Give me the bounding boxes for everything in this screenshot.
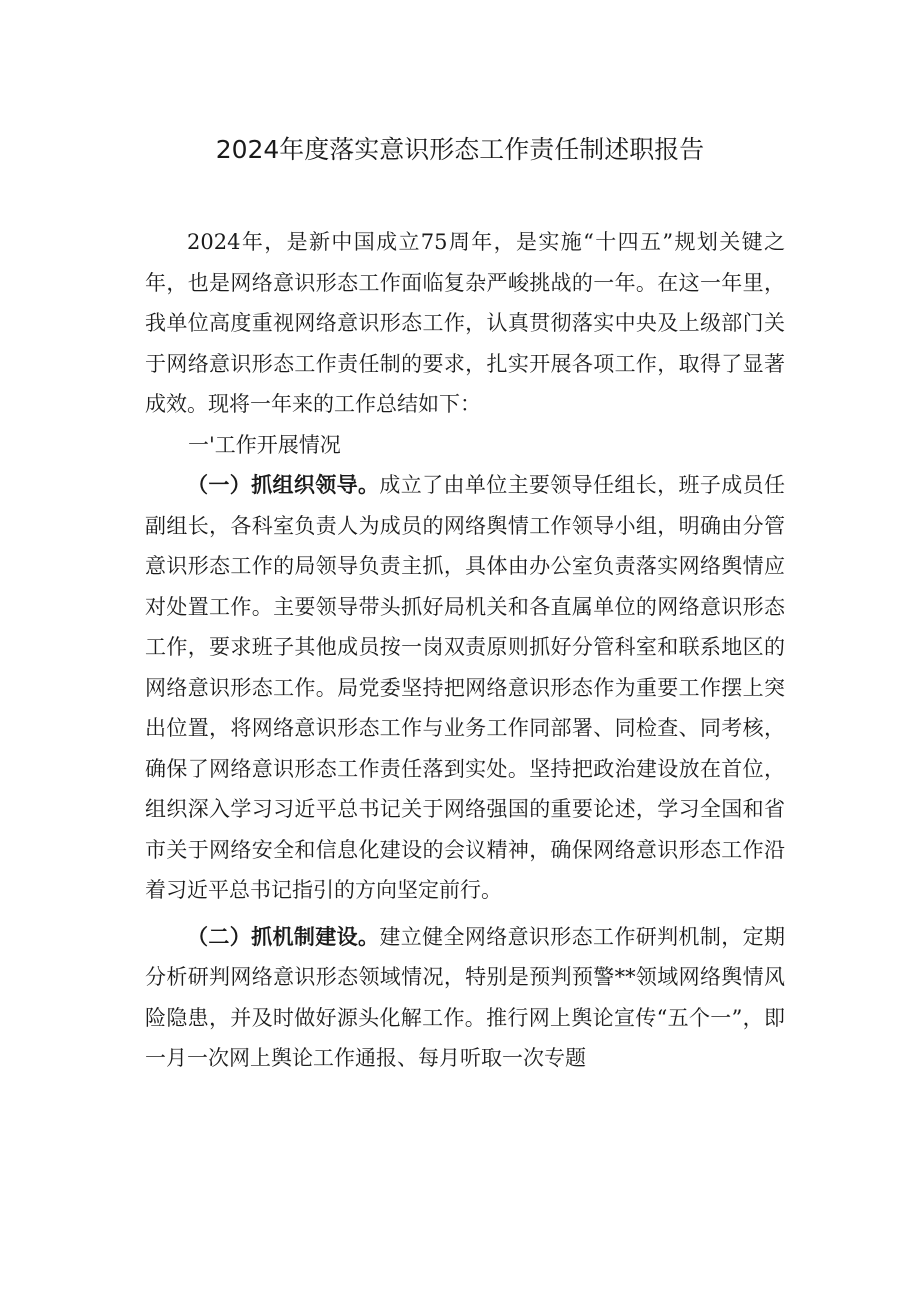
subsection-2-heading: （二）抓机制建设。 xyxy=(187,923,380,949)
document-title: 2024年度落实意识形态工作责任制述职报告 xyxy=(215,135,705,164)
subsection-1-text: 成立了由单位主要领导任组长，班子成员任副组长，各科室负责人为成员的网络舆情工作领导小组，明确由分管意识形态工作的局领导负责主抓，具体由办公室负责落实网络舆情应对处置工作。主要领导带头抓好局机关和各直属单位的网络意识形态工作，要求班子其他成员按一岗双责原则抓好分管科室和联系地区的网络意识形态工作。局党委坚持把网络意识形态作为重要工作摆上突出位置，将网络意识形态工作与业务工作同部署、同检查、同考核，确保了网络意识形态工作责任落到实处。坚持把政治建设放在首位，组织深入学习习近平总书记关于网络强国的重要论述，学习全国和省市关于网络安全和信息化建设的会议精神，确保网络意识形态工作沿着习近平总书记指引的方向坚定前行。 xyxy=(145,473,786,902)
section-heading: 一'工作开展情况 xyxy=(188,432,341,457)
subsection-1-heading: （一）抓组织领导。 xyxy=(187,472,380,497)
subsection-2-text: 建立健全网络意识形态工作研判机制，定期分析研判网络意识形态领域情况，特别是预判预警**领域网络舆情风险隐患，并及时做好源头化解工作。推行网上舆论宣传“五个一”，即一月一次网上舆论工作通报、每月听取一次专题 xyxy=(145,924,786,1070)
subsection-2-paragraph xyxy=(145,917,785,1079)
subsection-1-paragraph xyxy=(145,465,785,911)
intro-paragraph: 2024年，是新中国成立75周年，是实施“十四五”规划关键之年，也是网络意识形态工作面临复杂严峻挑战的一年。在这一年里，我单位高度重视网络意识形态工作，认真贯彻落实中央及上级部门关于网络意识形态工作责任制的要求，扎实开展各项工作，取得了显著成效。现将一年来的工作总结如下： xyxy=(145,230,785,416)
document-body xyxy=(145,222,785,1079)
